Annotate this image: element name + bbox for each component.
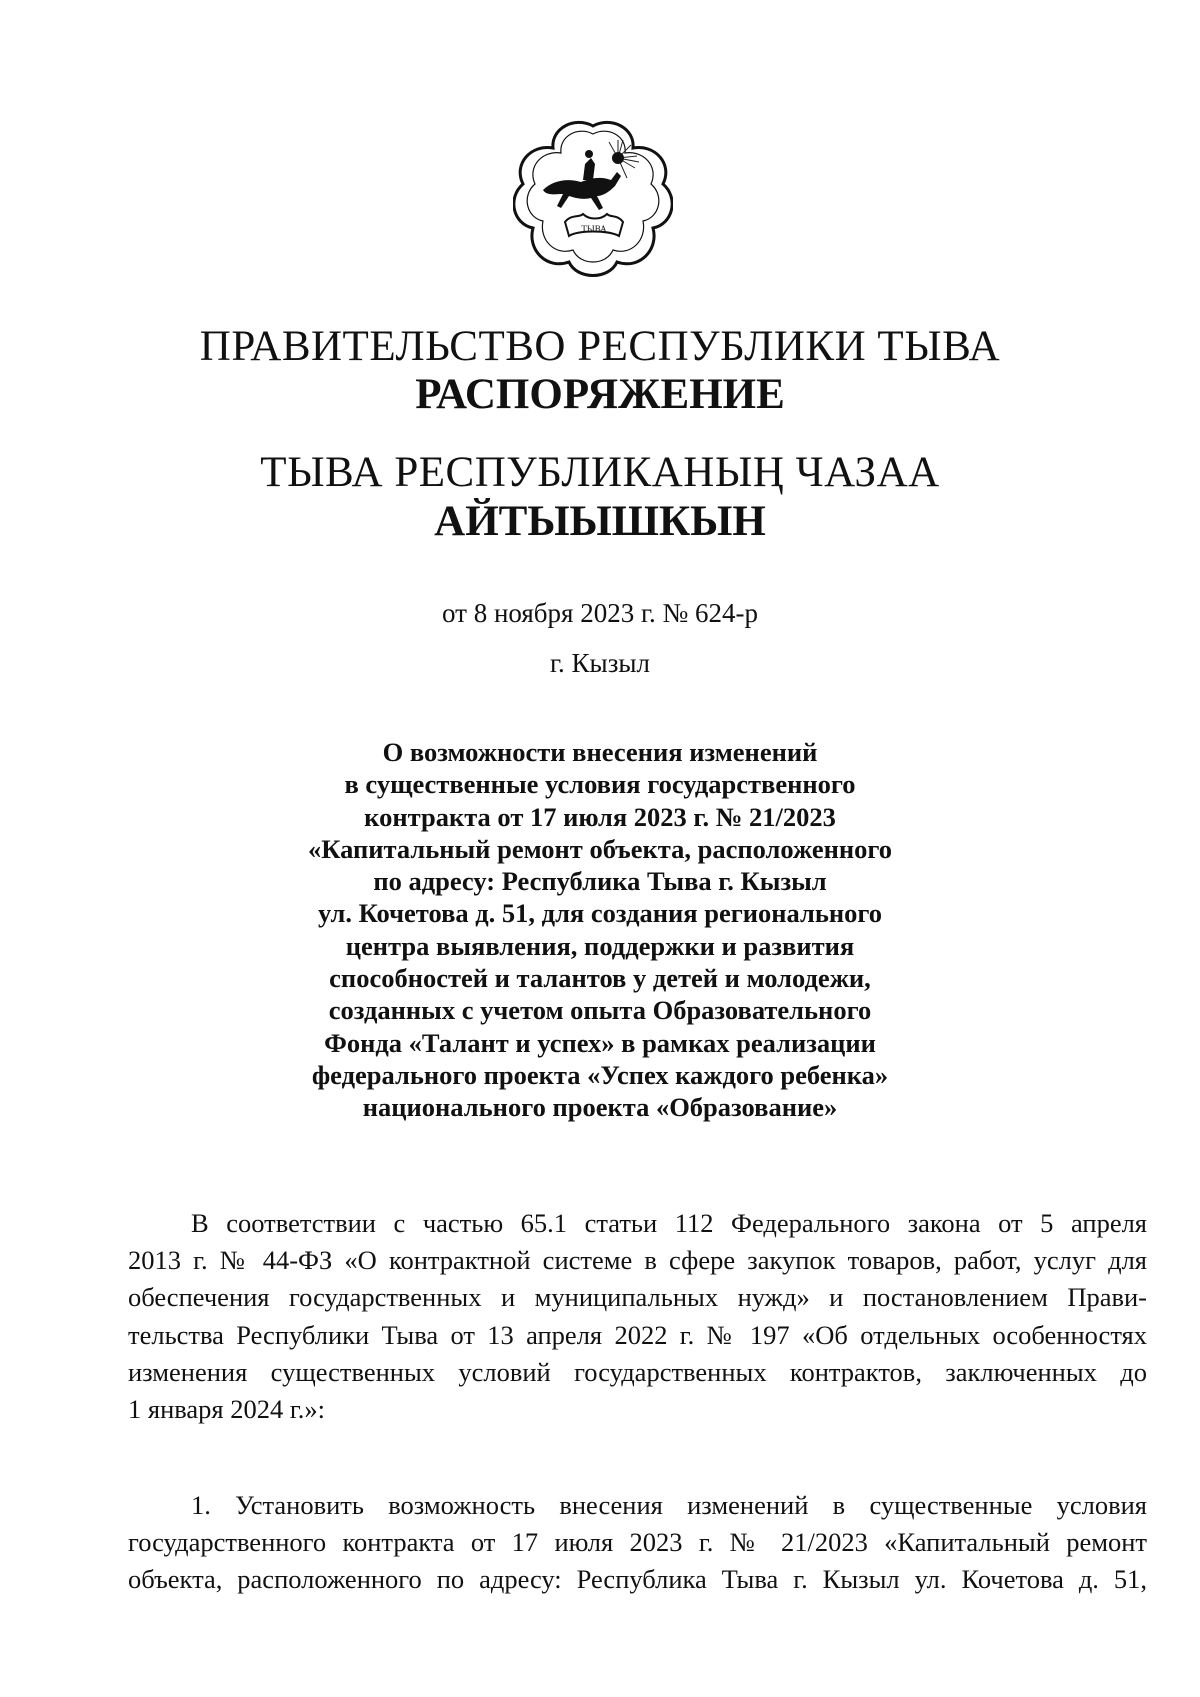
title-line: национального проекта «Образование» [362,1092,838,1123]
paragraph-line: тельства Республики Тыва от 13 апреля 2022 г. № 197 «Об отдельных особенностях [128,1319,1147,1350]
title-line: ул. Кочетова д. 51, для создания регионального [317,898,883,929]
coat-of-arms-icon [513,118,673,278]
title-line: в существенные условия государственного [344,769,856,800]
document-type-tv: АЙТЫЫШКЫН [434,498,766,545]
paragraph-line: 1. Установить возможность внесения изменений в существенные условия [191,1490,1147,1520]
paragraph-line: объекта, расположенного по адресу: Республика Тыва г. Кызыл ул. Кочетова д. 51, [128,1564,1147,1595]
paragraph-line: В соответствии с частью 65.1 статьи 112 Федерального закона от 5 апреля [191,1208,1147,1238]
document-title [0,736,1200,1124]
document-type-ru: РАСПОРЯЖЕНИЕ [415,371,785,418]
title-line: О возможности внесения изменений [382,737,818,767]
title-line: «Капитальный ремонт объекта, расположенного [307,833,893,864]
title-line: созданных с учетом опыта Образовательного [328,995,872,1026]
government-name-tv: ТЫВА РЕСПУБЛИКАНЫҢ ЧАЗАА [260,449,940,496]
paragraph-line: изменения существенных условий государственных контрактов, заключенных до [128,1356,1147,1387]
clause-1-paragraph [128,1487,1147,1599]
title-line: федерального проекта «Успех каждого ребенка» [311,1059,889,1090]
preamble-paragraph [128,1205,1147,1428]
paragraph-line: 1 января 2024 г.»: [128,1394,325,1425]
title-line: центра выявления, поддержки и развития [345,930,855,961]
document-place: г. Кызыл [550,648,650,678]
government-name-ru: ПРАВИТЕЛЬСТВО РЕСПУБЛИКИ ТЫВА [199,323,1001,370]
title-line: по адресу: Республика Тыва г. Кызыл [373,866,827,897]
title-line: способностей и талантов у детей и молодежи, [329,963,871,994]
paragraph-line: 2013 г. № 44-ФЗ «О контрактной системе в сфере закупок товаров, работ, услуг для [128,1245,1147,1276]
paragraph-line: государственного контракта от 17 июля 2023 г. № 21/2023 «Капитальный ремонт [128,1527,1147,1558]
emblem-label: ТЫВА [581,224,607,234]
paragraph-line: обеспечения государственных и муниципальных нужд» и постановлением Прави- [128,1282,1147,1313]
title-line: контракта от 17 июля 2023 г. № 21/2023 [364,801,836,832]
document-date-number: от 8 ноября 2023 г. № 624-р [442,598,758,628]
title-line: Фонда «Талант и успех» в рамках реализации [324,1027,876,1058]
